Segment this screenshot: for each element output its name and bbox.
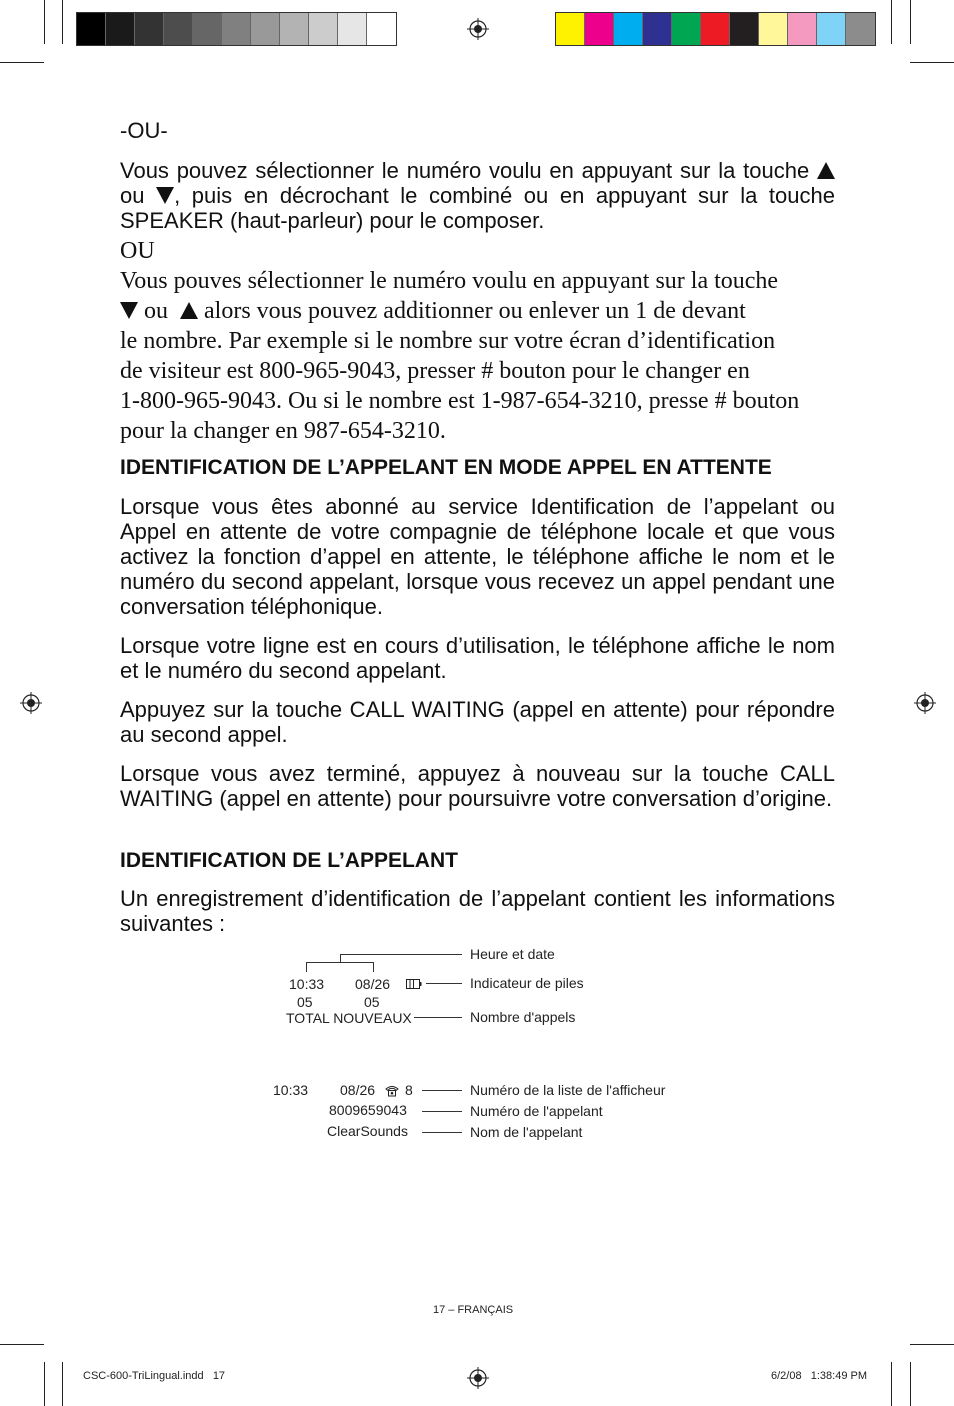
serif-block <box>120 236 835 446</box>
color-swatch <box>846 13 875 45</box>
color-swatch <box>164 13 193 45</box>
display-date: 08/26 <box>355 976 391 992</box>
display-total-new: TOTAL NOUVEAUX <box>286 1010 412 1026</box>
or-text: ou <box>120 183 145 208</box>
crop-mark-br-h <box>910 1344 954 1345</box>
down-arrow-icon <box>156 187 174 204</box>
ou-separator: -OU- <box>120 118 168 143</box>
crop-mark-tr-v2 <box>891 0 892 44</box>
ou-serif: OU <box>120 238 155 264</box>
color-swatch <box>367 13 396 45</box>
paragraph-text: Lorsque votre ligne est en cours d’utilisation, le téléphone affiche le nom et le numéro du second appelant. <box>120 633 835 683</box>
page-number: 17 – FRANÇAIS <box>433 1304 514 1316</box>
paragraph-record-contains <box>120 886 835 936</box>
connector-line <box>426 983 462 984</box>
paragraph-text: Appuyez sur la touche CALL WAITING (appel en attente) pour répondre au second appel. <box>120 697 835 747</box>
connector-line <box>373 962 374 972</box>
connector-line <box>340 954 462 955</box>
connector-line <box>422 1090 462 1091</box>
paragraph-call-waiting <box>120 494 835 619</box>
registration-mark-icon <box>914 692 936 714</box>
paragraph-text: Lorsque vous avez terminé, appuyez à nouveau sur la touche CALL WAITING (appel en attente) pour poursuivre votre conversation d’origine. <box>120 761 835 811</box>
record-time: 10:33 <box>273 1082 309 1098</box>
print-timestamp: 6/2/08 1:38:49 PM <box>771 1370 868 1382</box>
label-caller-name: Nom de l'appelant <box>470 1124 583 1140</box>
serif-line-2-text: alors vous pouvez additionner ou enlever un 1 de devant <box>204 298 746 324</box>
crop-mark-tr-h <box>910 62 954 63</box>
serif-line-2 <box>120 296 835 326</box>
paragraph-text: Un enregistrement d’identification de l’appelant contient les informations suivantes : <box>120 886 835 936</box>
serif-line-5: 1-800-965-9043. Ou si le nombre est 1-987-654-3210, presse # bouton <box>120 388 800 414</box>
color-swatch <box>338 13 367 45</box>
paragraph-select-number <box>120 158 835 233</box>
serif-line-3: le nombre. Par exemple si le nombre sur votre écran d’identification <box>120 328 776 354</box>
display-sub-right: 05 <box>364 994 380 1010</box>
or-text: ou <box>144 298 168 324</box>
crop-mark-br-v <box>910 1362 911 1406</box>
crop-mark-bl-h <box>0 1344 44 1345</box>
color-swatch <box>585 13 614 45</box>
record-name: ClearSounds <box>327 1123 408 1139</box>
label-list-number: Numéro de la liste de l'afficheur <box>470 1082 666 1098</box>
color-swatch <box>280 13 309 45</box>
paragraph-text: , puis en décrochant le combiné ou en appuyant sur la touche SPEAKER (haut-parleur) pour le composer. <box>120 183 835 233</box>
registration-mark-icon <box>467 18 489 40</box>
color-swatch <box>251 13 280 45</box>
section-heading-caller-id: IDENTIFICATION DE L’APPELANT <box>120 849 458 872</box>
color-swatch <box>730 13 759 45</box>
record-number: 8009659043 <box>329 1102 407 1118</box>
paragraph-text: Vous pouvez sélectionner le numéro voulu en appuyant sur la touche <box>120 158 810 183</box>
registration-mark-icon <box>20 692 42 714</box>
color-swatch <box>77 13 106 45</box>
color-swatch <box>556 13 585 45</box>
section-heading-call-waiting: IDENTIFICATION DE L’APPELANT EN MODE APPEL EN ATTENTE <box>120 456 772 479</box>
color-swatch <box>672 13 701 45</box>
crop-mark-bl-v2 <box>62 1362 63 1406</box>
main-content <box>120 118 835 143</box>
serif-line-1: Vous pouves sélectionner le numéro voulu en appuyant sur la touche <box>120 268 779 294</box>
color-swatch-bar <box>555 12 876 46</box>
record-index: 8 <box>405 1082 413 1098</box>
serif-line-4: de visiteur est 800-965-9043, presser # bouton pour le changer en <box>120 358 750 384</box>
color-swatch <box>222 13 251 45</box>
color-swatch <box>193 13 222 45</box>
connector-line <box>340 954 341 963</box>
battery-icon <box>406 979 422 989</box>
registration-mark-icon <box>467 1367 489 1389</box>
record-date: 08/26 <box>340 1082 376 1098</box>
up-arrow-icon <box>180 302 198 319</box>
display-sub-left: 05 <box>297 994 313 1010</box>
crop-mark-tr-v <box>910 0 911 44</box>
paragraph-when-finished <box>120 761 835 811</box>
down-arrow-icon <box>120 302 138 319</box>
section-heading-block <box>120 455 835 480</box>
color-swatch <box>643 13 672 45</box>
file-name: CSC-600-TriLingual.indd 17 <box>83 1370 226 1382</box>
serif-line-6: pour la changer en 987-654-3210. <box>120 418 446 444</box>
label-caller-number: Numéro de l'appelant <box>470 1103 603 1119</box>
color-swatch <box>817 13 846 45</box>
connector-line <box>414 1017 462 1018</box>
color-swatch <box>135 13 164 45</box>
color-swatch <box>701 13 730 45</box>
crop-mark-tl-v <box>44 0 45 44</box>
crop-mark-tl-v2 <box>62 0 63 44</box>
connector-line <box>422 1132 462 1133</box>
grayscale-swatch-bar <box>76 12 397 46</box>
paragraph-text: Lorsque vous êtes abonné au service Identification de l’appelant ou Appel en attente de votre compagnie de téléphone locale et que vous activez la fonction d’appel en attente, le téléphone affiche le nom et le numéro du second appelant, lorsque vous recevez un appel pendant une conversation téléphonique. <box>120 494 835 619</box>
crop-mark-bl-v <box>44 1362 45 1406</box>
color-swatch <box>788 13 817 45</box>
display-time: 10:33 <box>289 976 325 992</box>
crop-mark-br-v2 <box>891 1362 892 1406</box>
color-swatch <box>614 13 643 45</box>
phone-icon <box>385 1085 399 1097</box>
section-heading-block <box>120 848 835 873</box>
color-swatch <box>106 13 135 45</box>
color-swatch <box>759 13 788 45</box>
paragraph-line-in-use <box>120 633 835 683</box>
crop-mark-tl-h <box>0 62 44 63</box>
paragraph-press-call-waiting <box>120 697 835 747</box>
connector-line <box>306 962 307 972</box>
label-call-count: Nombre d'appels <box>470 1009 576 1025</box>
label-battery: Indicateur de piles <box>470 975 584 991</box>
color-swatch <box>309 13 338 45</box>
label-time-date: Heure et date <box>470 946 555 962</box>
connector-line <box>422 1111 462 1112</box>
up-arrow-icon <box>817 162 835 179</box>
